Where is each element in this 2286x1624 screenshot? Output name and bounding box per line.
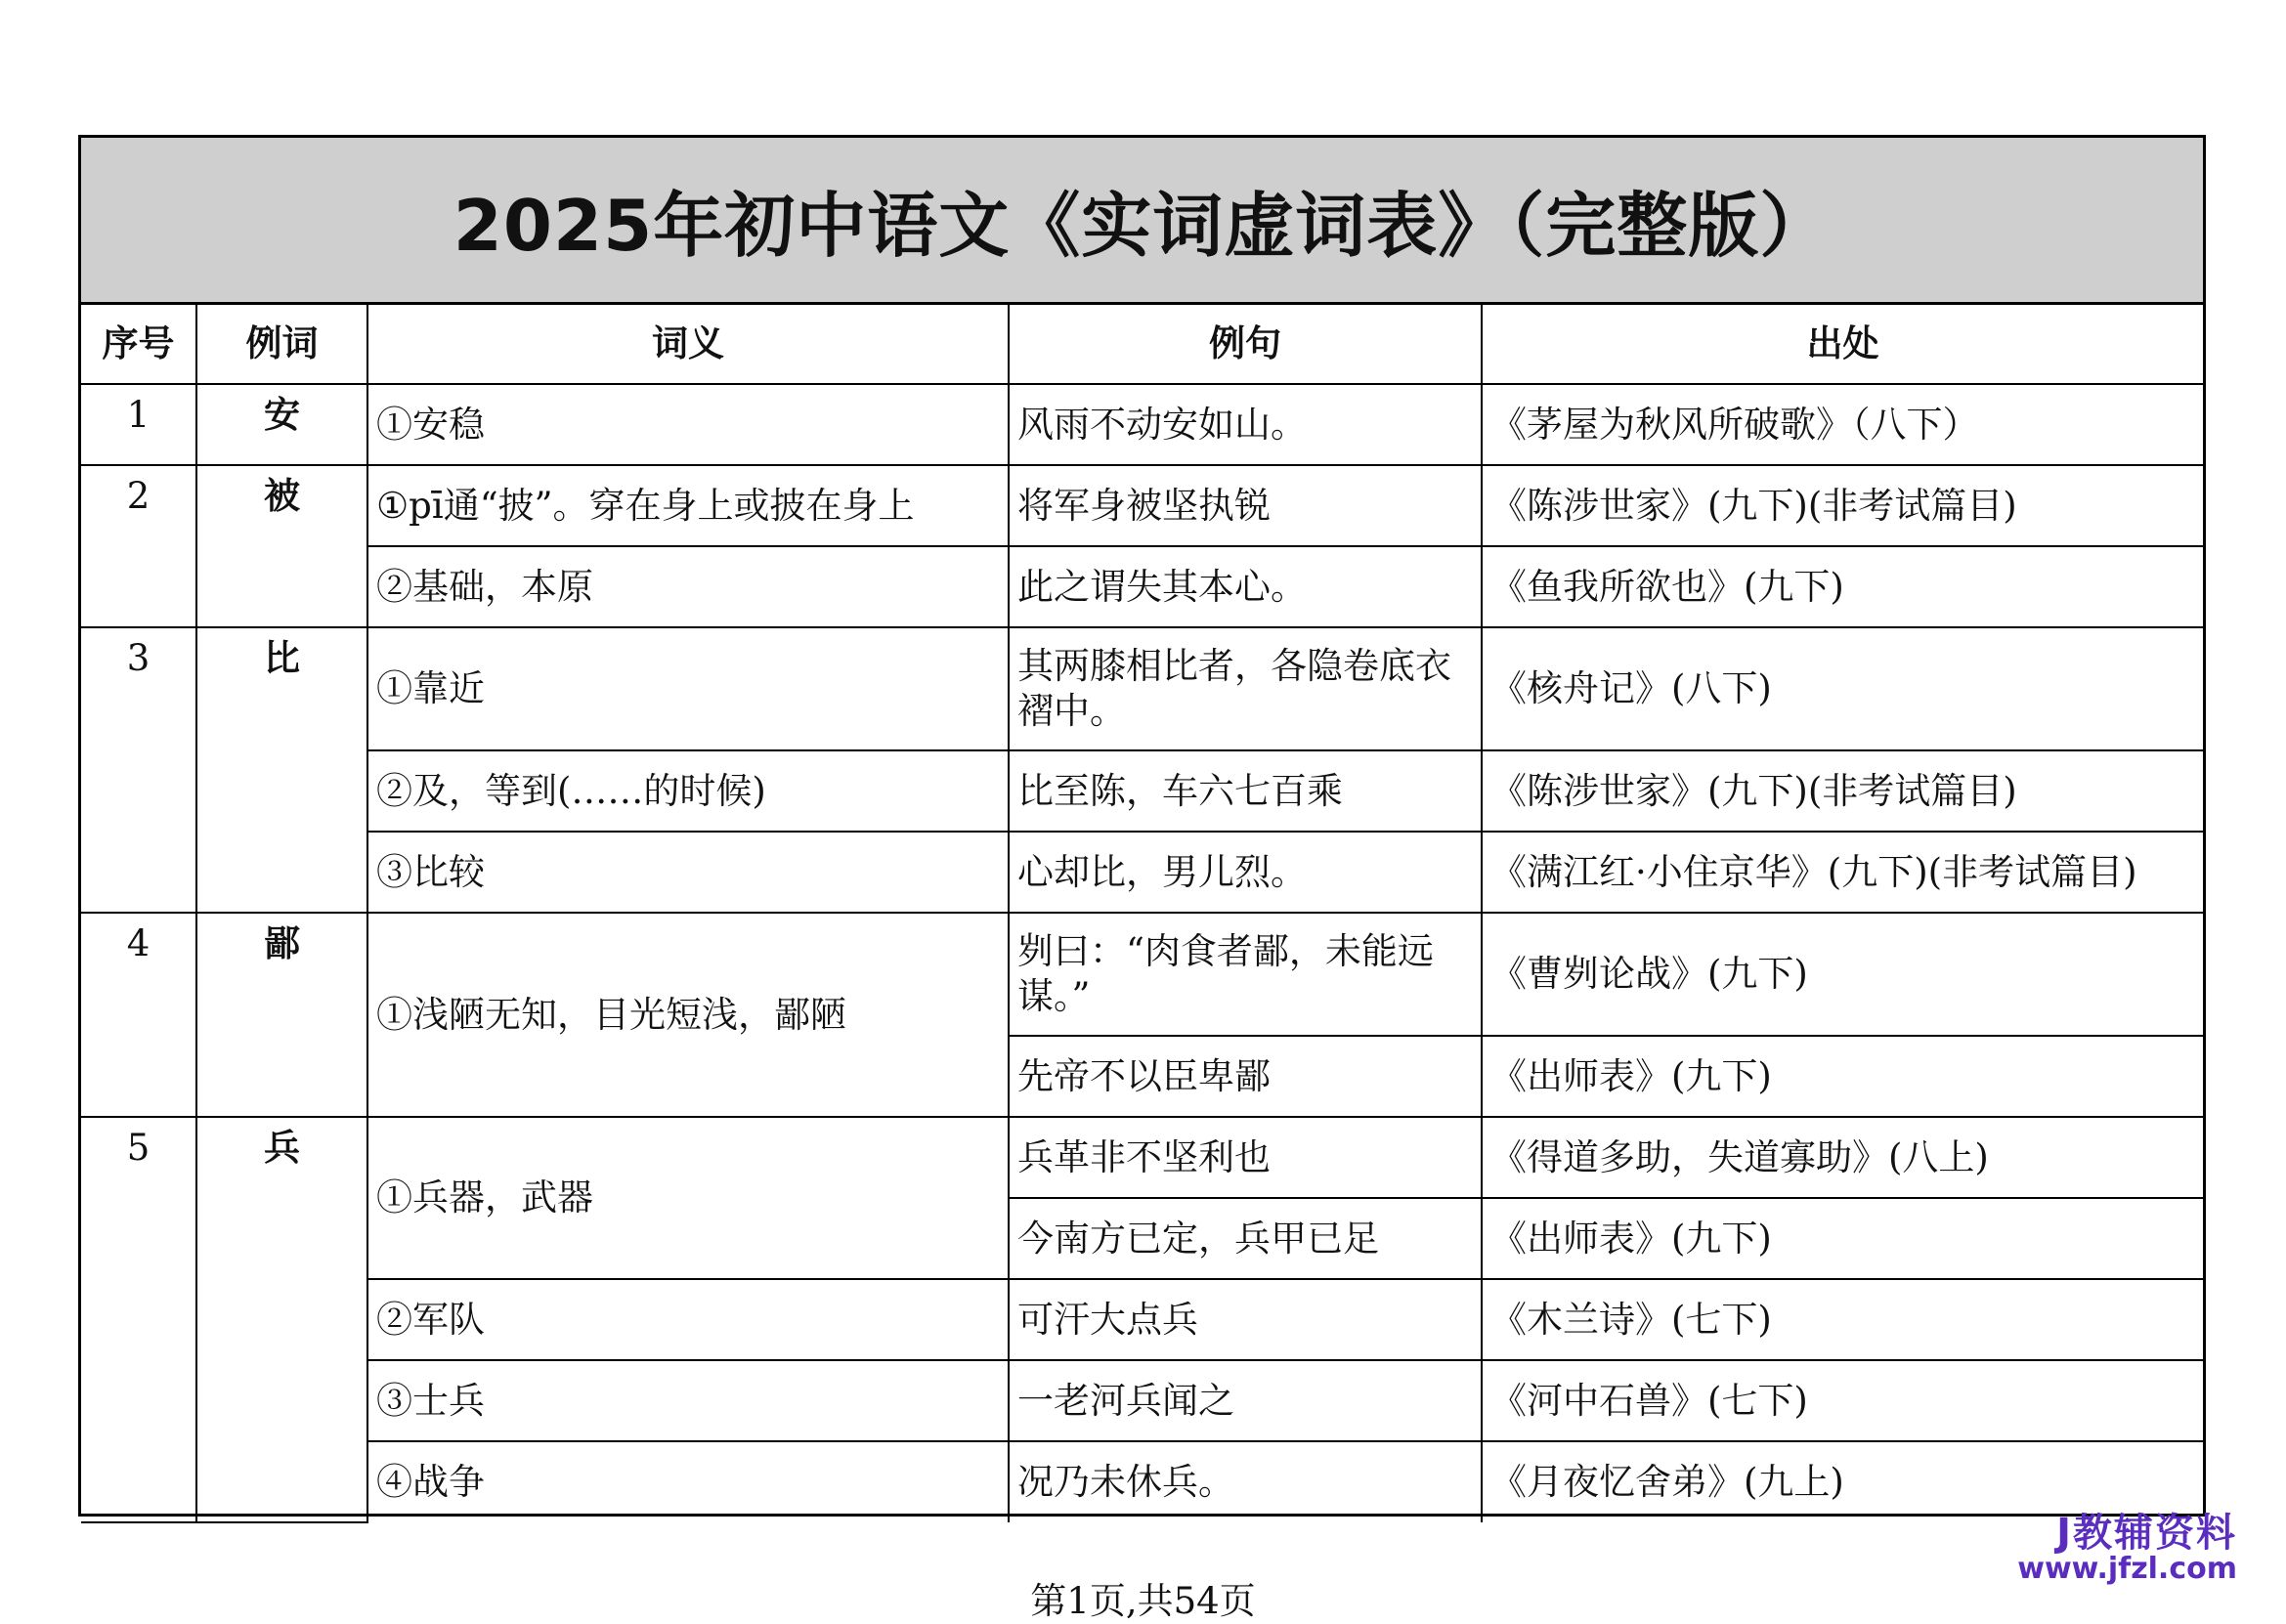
header-no: 序号 <box>81 305 196 384</box>
table-row <box>81 627 2203 750</box>
source-cell: 《核舟记》(八下) <box>1482 627 2203 750</box>
example-cell: 兵革非不坚利也 <box>1009 1117 1482 1198</box>
example-cell: 此之谓失其本心。 <box>1009 546 1482 627</box>
source-cell: 《得道多助，失道寡助》(八上) <box>1482 1117 2203 1198</box>
table-row <box>81 750 2203 832</box>
vocab-sheet <box>78 135 2206 1517</box>
header-source: 出处 <box>1482 305 2203 384</box>
table-row <box>81 465 2203 546</box>
source-cell: 《木兰诗》(七下) <box>1482 1279 2203 1360</box>
entry-word: 兵 <box>196 1117 367 1522</box>
table-row <box>81 384 2203 465</box>
meaning-cell: ①靠近 <box>367 627 1009 750</box>
page-footer: 第1页,共54页 <box>1030 1580 1256 1622</box>
watermark-url: www.jfzl.com <box>2017 1552 2237 1586</box>
meaning-cell: ②及，等到(……的时候) <box>367 750 1009 832</box>
title-band <box>81 138 2203 305</box>
watermark-text: J教辅资料 <box>2056 1511 2237 1556</box>
entry-number: 1 <box>81 384 196 465</box>
meaning-cell: ①安稳 <box>367 384 1009 465</box>
meaning-cell: ②基础，本原 <box>367 546 1009 627</box>
source-cell: 《陈涉世家》(九下)(非考试篇目) <box>1482 465 2203 546</box>
header-meaning: 词义 <box>367 305 1009 384</box>
meaning-cell: ④战争 <box>367 1441 1009 1522</box>
meaning-cell: ①pī通“披”。穿在身上或披在身上 <box>367 465 1009 546</box>
watermark-logo <box>2017 1513 2237 1585</box>
entry-word: 安 <box>196 384 367 465</box>
table-row <box>81 832 2203 913</box>
meaning-cell: ③比较 <box>367 832 1009 913</box>
source-cell: 《鱼我所欲也》(九下) <box>1482 546 2203 627</box>
entry-number: 4 <box>81 913 196 1117</box>
source-cell: 《曹刿论战》(九下) <box>1482 913 2203 1036</box>
table-row <box>81 546 2203 627</box>
meaning-cell: ①兵器，武器 <box>367 1117 1009 1279</box>
example-cell: 风雨不动安如山。 <box>1009 384 1482 465</box>
table-row <box>81 1360 2203 1441</box>
example-cell: 今南方已定，兵甲已足 <box>1009 1198 1482 1279</box>
header-example: 例句 <box>1009 305 1482 384</box>
meaning-cell: ③士兵 <box>367 1360 1009 1441</box>
example-cell: 先帝不以臣卑鄙 <box>1009 1036 1482 1117</box>
meaning-cell: ②军队 <box>367 1279 1009 1360</box>
source-cell: 《茅屋为秋风所破歌》（八下） <box>1482 384 2203 465</box>
source-cell: 《陈涉世家》(九下)(非考试篇目) <box>1482 750 2203 832</box>
table-row <box>81 1441 2203 1522</box>
page-title: 2025年初中语文《实词虚词表》（完整版） <box>453 185 1832 267</box>
table-row <box>81 1117 2203 1198</box>
header-row <box>81 305 2203 384</box>
example-cell: 心却比，男儿烈。 <box>1009 832 1482 913</box>
example-cell: 况乃未休兵。 <box>1009 1441 1482 1522</box>
example-cell: 可汗大点兵 <box>1009 1279 1482 1360</box>
example-cell: 刿曰：“肉食者鄙，未能远谋。” <box>1009 913 1482 1036</box>
source-cell: 《河中石兽》(七下) <box>1482 1360 2203 1441</box>
entry-number: 2 <box>81 465 196 627</box>
source-cell: 《满江红·小住京华》(九下)(非考试篇目) <box>1482 832 2203 913</box>
example-cell: 比至陈，车六七百乘 <box>1009 750 1482 832</box>
entry-number: 3 <box>81 627 196 913</box>
entry-word: 比 <box>196 627 367 913</box>
vocab-table <box>81 305 2203 1523</box>
example-cell: 一老河兵闻之 <box>1009 1360 1482 1441</box>
header-word: 例词 <box>196 305 367 384</box>
source-cell: 《月夜忆舍弟》(九上) <box>1482 1441 2203 1522</box>
table-row <box>81 913 2203 1036</box>
entry-word: 鄙 <box>196 913 367 1117</box>
example-cell: 其两膝相比者，各隐卷底衣褶中。 <box>1009 627 1482 750</box>
entry-number: 5 <box>81 1117 196 1522</box>
entry-word: 被 <box>196 465 367 627</box>
meaning-cell: ①浅陋无知，目光短浅，鄙陋 <box>367 913 1009 1117</box>
source-cell: 《出师表》(九下) <box>1482 1036 2203 1117</box>
example-cell: 将军身被坚执锐 <box>1009 465 1482 546</box>
source-cell: 《出师表》(九下) <box>1482 1198 2203 1279</box>
table-row <box>81 1279 2203 1360</box>
